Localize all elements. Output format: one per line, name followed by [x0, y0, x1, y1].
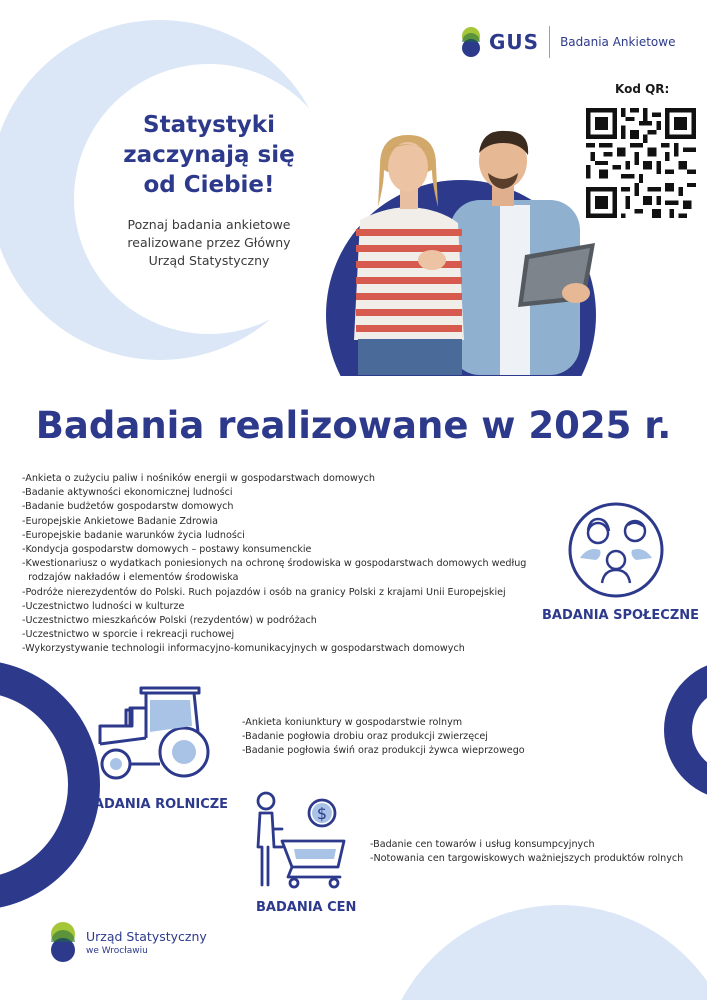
agri-surveys-list: [242, 716, 525, 759]
agri-surveys-label: BADANIA ROLNICZE: [84, 797, 229, 812]
shopping-cart-icon: [248, 785, 348, 890]
svg-text:$: $: [316, 804, 328, 823]
left-ring-decoration: [0, 660, 100, 910]
list-item: -Wykorzystywanie technologii informacyjno-komunikacyjnych w gospodarstwach domowych: [22, 643, 465, 655]
main-heading: Badania realizowane w 2025 r.: [35, 404, 672, 447]
list-item: -Ankieta o zużyciu paliw i nośników energii w gospodarstwach domowych: [22, 473, 375, 484]
qr-label: Kod QR:: [615, 82, 670, 96]
people-group-icon: [566, 500, 666, 600]
hero-subtitle-line: realizowane przez Główny: [127, 235, 291, 250]
list-item: -Uczestnictwo mieszkańców Polski (rezydentów) w podróżach: [22, 615, 317, 627]
hero-text-block: [104, 110, 314, 270]
list-item: -Uczestnictwo ludności w kulturze: [22, 600, 185, 612]
bottom-circle-decoration: [380, 905, 707, 1000]
list-item: -Badanie budżetów gospodarstw domowych: [22, 501, 234, 513]
list-item: -Europejskie Ankietowe Badanie Zdrowia: [22, 515, 219, 527]
office-city: we Wrocławiu: [86, 945, 148, 956]
statistical-office-logo[interactable]: [48, 921, 207, 963]
hero-subtitle-line: Poznaj badania ankietowe: [127, 217, 291, 232]
right-ring-decoration: [664, 660, 707, 800]
hero-title: [104, 110, 314, 200]
gus-logo[interactable]: [459, 26, 675, 58]
list-item: -Kondycja gospodarstw domowych – postawy konsumenckie: [22, 544, 312, 556]
office-name: Urząd Statystyczny: [86, 928, 207, 944]
list-item: -Notowania cen targowiskowych ważniejszych produktów rolnych: [370, 853, 684, 865]
statistical-office-logo-mark-icon: [48, 921, 78, 963]
list-item: -Kwestionariusz o wydatkach poniesionych na ochronę środowiska w gospodarstwach domowych według: [22, 558, 527, 570]
statistical-office-logo-text: [86, 929, 207, 956]
gus-logo-text: GUS: [489, 30, 540, 54]
list-item: rodzajów nakładów i elementów środowiska: [22, 572, 239, 584]
hero-title-line: od Ciebie!: [143, 172, 275, 198]
list-item: -Badanie aktywności ekonomicznej ludności: [22, 487, 233, 499]
hero-subtitle-line: Urząd Statystyczny: [148, 253, 270, 268]
list-item: -Badanie cen towarów i usług konsumpcyjnych: [370, 839, 595, 850]
list-item: -Badanie pogłowia świń oraz produkcji żywca wieprzowego: [242, 745, 525, 757]
hero-title-line: Statystyki: [143, 112, 275, 138]
list-item: -Podróże nierezydentów do Polski. Ruch pojazdów i osób na granicy Polski z krajami Unii Europejskiej: [22, 586, 506, 598]
price-surveys-label: BADANIA CEN: [256, 900, 357, 915]
list-item: -Ankieta koniunktury w gospodarstwie rolnym: [242, 717, 463, 728]
logo-divider: [549, 26, 550, 58]
list-item: -Europejskie badanie warunków życia ludności: [22, 529, 245, 541]
gus-logo-subtitle: Badania Ankietowe: [560, 35, 676, 49]
qr-code[interactable]: [586, 108, 696, 218]
list-item: -Badanie pogłowia drobiu oraz produkcji zwierzęcej: [242, 731, 488, 743]
hero-title-line: zaczynają się: [123, 142, 295, 168]
hero-subtitle: [104, 216, 314, 270]
people-photo: [340, 125, 600, 375]
social-surveys-list: [22, 472, 526, 657]
social-surveys-label: BADANIA SPOŁECZNE: [542, 608, 700, 623]
price-surveys-list: [370, 838, 683, 866]
tractor-icon: [86, 686, 216, 786]
list-item: -Uczestnictwo w sporcie i rekreacji ruchowej: [22, 629, 235, 641]
woman-figure: [354, 135, 464, 375]
gus-logo-mark-icon: [459, 26, 483, 58]
